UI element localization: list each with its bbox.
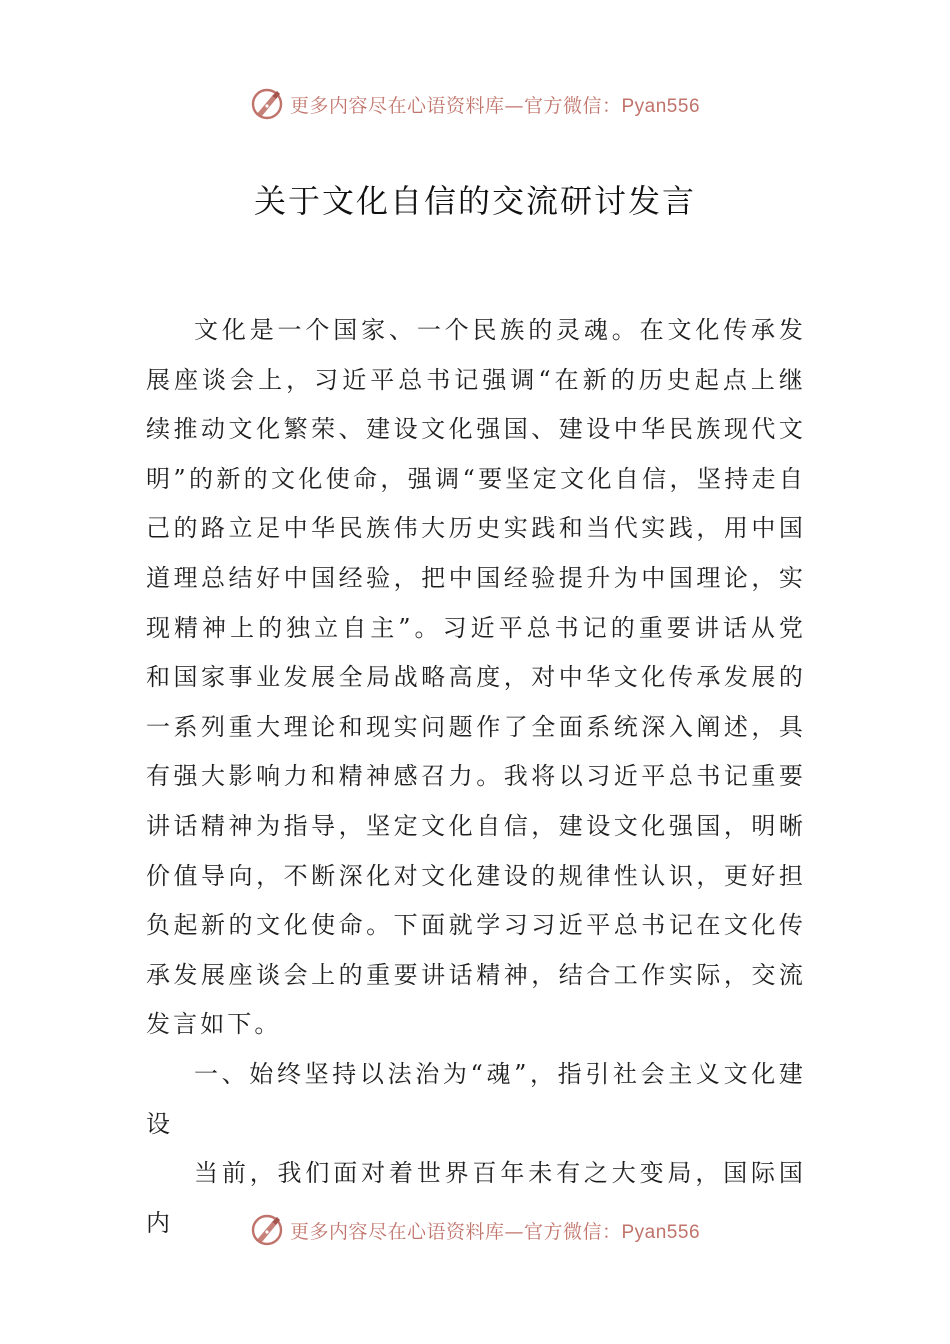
footer-watermark <box>0 1210 950 1250</box>
watermark-label: 更多内容尽在心语资料库—官方微信： <box>289 94 622 117</box>
document-body <box>146 306 806 1248</box>
header-watermark <box>0 84 950 124</box>
pen-nib-logo-icon <box>250 87 284 121</box>
pen-nib-logo-icon <box>250 1213 284 1247</box>
watermark-label: 更多内容尽在心语资料库—官方微信： <box>289 1220 622 1243</box>
document-title: 关于文化自信的交流研讨发言 <box>253 182 696 220</box>
watermark-text <box>290 1217 700 1244</box>
section-heading: 一、始终坚持以法治为“魂”，指引社会主义文化建设 <box>146 1059 806 1138</box>
body-paragraph: 当前，我们面对着世界百年未有之大变局，国际国内 <box>146 1159 806 1237</box>
watermark-wechat-id: Pyan556 <box>621 95 701 117</box>
body-paragraph: 文化是一个国家、一个民族的灵魂。在文化传承发展座谈会上，习近平总书记强调“在新的历史起点上继续推动文化繁荣、建设文化强国、建设中华民族现代文明”的新的文化使命，强调“要坚定文化自信，坚持走自己的路立足中华民族伟大历史实践和当代实践，用中国道理总结好中国经验，把中国经验提升为中国理论，实现精神上的独立自主”。习近平总书记的重要讲话从党和国家事业发展全局战略高度，对中华文化传承发展的一系列重大理论和现实问题作了全面系统深入阐述，具有强大影响力和精神感召力。我将以习近平总书记重要讲话精神为指导，坚定文化自信，建设文化强国，明晰价值导向，不断深化对文化建设的规律性认识，更好担负起新的文化使命。下面就学习习近平总书记在文化传承发展座谈会上的重要讲话精神，结合工作实际，交流发言如下。 <box>146 316 806 1039</box>
watermark-wechat-id: Pyan556 <box>621 1221 701 1243</box>
watermark-text <box>290 91 700 118</box>
